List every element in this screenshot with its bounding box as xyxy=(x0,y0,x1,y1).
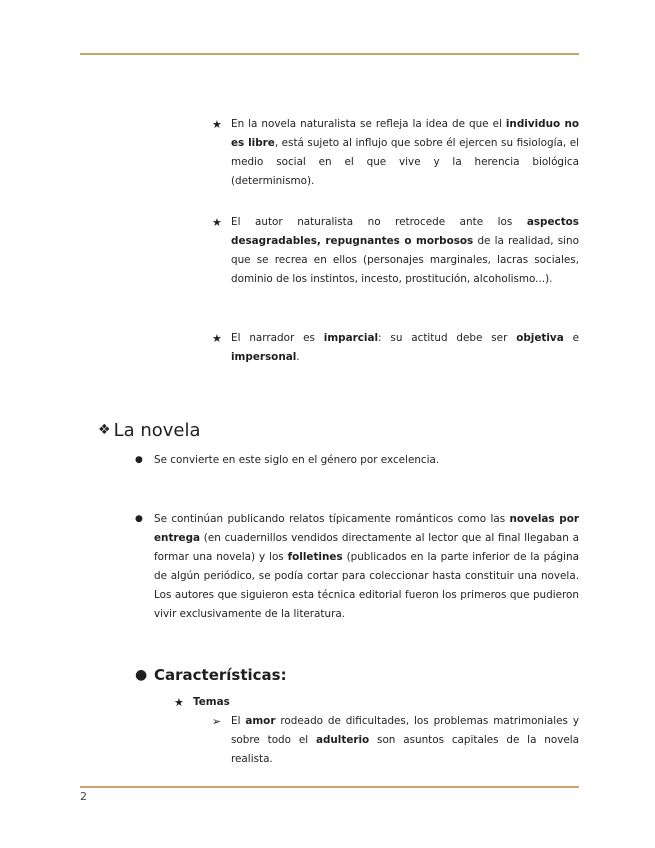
text-run: El autor naturalista no retrocede ante los xyxy=(231,216,527,228)
text-run: Se convierte en este siglo en el género por excelencia. xyxy=(154,454,440,466)
themes-label: Temas xyxy=(193,696,230,708)
novel-bullet-2 xyxy=(154,510,579,624)
star-bullet-icon: ★ xyxy=(212,118,222,131)
arrow-bullet-icon: ➢ xyxy=(212,715,222,728)
diamond-bullet-icon: ❖ xyxy=(98,422,111,438)
naturalism-point-3 xyxy=(231,329,579,367)
text-run: rodeado de dificultades, los problemas matrimoniales y sobre todo el xyxy=(231,715,579,746)
text-run: : su actitud debe ser xyxy=(378,332,517,344)
text-run: El xyxy=(231,715,246,727)
text-run: . xyxy=(296,351,300,363)
bold-text: objetiva xyxy=(516,332,564,344)
bold-text: individuo no es libre xyxy=(231,118,579,149)
naturalism-point-1 xyxy=(231,115,579,191)
page-number: 2 xyxy=(80,790,87,803)
bold-text: folletines xyxy=(287,551,343,563)
text-run: de la realidad, sino que se recrea en ellos (personajes marginales, lacras sociales, dominio de los instintos, incesto, prostitución, alcoholismo...). xyxy=(231,235,580,285)
bold-text: amor xyxy=(245,715,276,727)
themes-point xyxy=(231,712,579,769)
star-bullet-icon: ★ xyxy=(212,216,222,229)
round-bullet-icon: ● xyxy=(135,455,143,465)
text-run: son asuntos capitales de la novela realista. xyxy=(231,734,579,765)
text-run: El narrador es xyxy=(231,332,324,344)
subsection-heading: ● Características: xyxy=(135,666,287,684)
text-run: Se continúan publicando relatos típicamente románticos como las xyxy=(154,513,510,525)
bold-text: aspectos desagradables, repugnantes o morbosos xyxy=(231,216,579,247)
novel-bullet-1 xyxy=(154,451,579,470)
bold-text: novelas por entrega xyxy=(154,513,579,544)
bold-text: adulterio xyxy=(315,734,370,746)
round-bullet-icon: ● xyxy=(135,667,148,683)
star-bullet-icon: ★ xyxy=(174,696,184,709)
footer-rule xyxy=(80,786,579,788)
bold-text: imparcial xyxy=(323,332,379,344)
round-bullet-icon: ● xyxy=(135,514,143,524)
text-run: , está sujeto al influjo que sobre él ejercen su fisiología, el medio social en el que vive y la herencia biológica (determinismo). xyxy=(231,137,579,187)
text-run: (publicados en la parte inferior de la página de algún periódico, se podía cortar para coleccionar hasta constituir una novela. Los autores que siguieron esta técnica editorial fueron los primeros que pudieron vivir exclusivamente de la literatura. xyxy=(154,551,579,620)
text-run: (en cuadernillos vendidos directamente al lector que al final llegaban a formar una novela) y los xyxy=(154,532,579,563)
bold-text: impersonal xyxy=(231,351,297,363)
star-bullet-icon: ★ xyxy=(212,332,222,345)
header-rule xyxy=(80,53,579,55)
text-run: En la novela naturalista se refleja la idea de que el xyxy=(231,118,506,130)
section-heading: ❖ La novela xyxy=(98,420,201,441)
naturalism-point-2 xyxy=(231,213,579,289)
text-run: e xyxy=(563,332,579,344)
